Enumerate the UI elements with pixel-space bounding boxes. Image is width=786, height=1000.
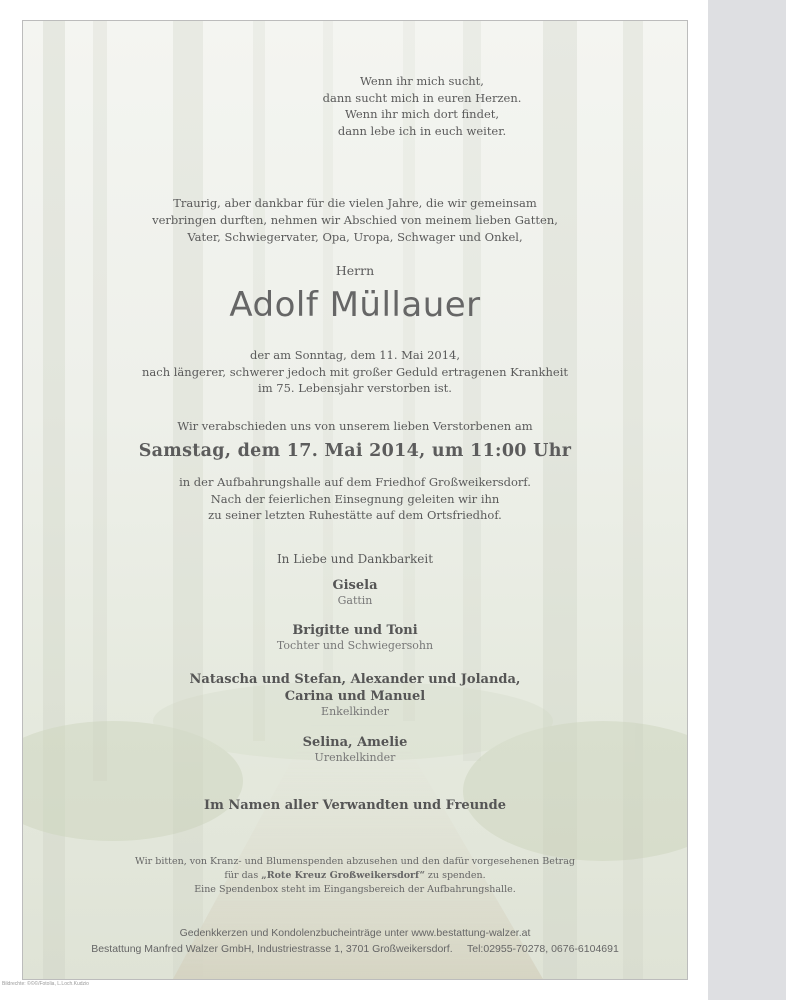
footer-website-line: Gedenkkerzen und Kondolenzbucheinträge unter www.bestattung-walzer.at xyxy=(179,927,531,939)
death-line: nach längerer, schwerer jedoch mit großer Geduld ertragenen Krankheit xyxy=(141,364,569,379)
family-role: Urenkelkinder xyxy=(314,751,396,764)
poem-line: Wenn ihr mich sucht, xyxy=(360,74,484,88)
obituary-content xyxy=(23,21,687,979)
family-names: Gisela xyxy=(332,578,378,593)
donation-line: Eine Spendenbox steht im Eingangsbereich der Aufbahrungshalle. xyxy=(194,884,516,895)
death-details xyxy=(123,347,587,397)
intro-line: Vater, Schwiegervater, Opa, Uropa, Schwager und Onkel, xyxy=(187,230,523,244)
love-text: In Liebe und Dankbarkeit xyxy=(276,552,434,566)
family-names: Carina und Manuel xyxy=(284,689,426,704)
donation-text: zu spenden. xyxy=(424,870,486,881)
family-names: Selina, Amelie xyxy=(302,735,408,750)
donation-note xyxy=(113,855,597,897)
poem-line: Wenn ihr mich dort findet, xyxy=(344,107,500,121)
intro-line: Traurig, aber dankbar für die vielen Jahre, die wir gemeinsam xyxy=(173,196,537,210)
funeral-date: Samstag, dem 17. Mai 2014, um 11:00 Uhr xyxy=(138,441,572,461)
death-line: im 75. Lebensjahr verstorben ist. xyxy=(258,381,452,395)
location-line: in der Aufbahrungshalle auf dem Friedhof Großweikersdorf. xyxy=(179,475,531,489)
family-names: Brigitte und Toni xyxy=(292,623,418,638)
poem-line: dann sucht mich in euren Herzen. xyxy=(322,90,522,105)
funeral-location xyxy=(123,474,587,524)
family-names: Natascha und Stefan, Alexander und Jolanda, xyxy=(189,672,521,687)
poem-line: dann lebe ich in euch weiter. xyxy=(337,123,507,138)
farewell-text: Wir verabschieden uns von unserem lieben Verstorbenen am xyxy=(177,419,533,433)
death-line: der am Sonntag, dem 11. Mai 2014, xyxy=(249,348,461,362)
donation-recipient: „Rote Kreuz Großweikersdorf“ xyxy=(261,870,425,881)
salutation: Herrn xyxy=(335,263,375,278)
donation-line: Wir bitten, von Kranz- und Blumenspenden abzusehen und den dafür vorgesehenen Betrag xyxy=(135,856,575,867)
deceased-name: Adolf Müllauer xyxy=(229,285,481,325)
family-role: Gattin xyxy=(337,594,373,607)
intro-text xyxy=(83,195,627,246)
donation-text: für das xyxy=(224,870,262,881)
family-group xyxy=(23,734,687,765)
family-role: Enkelkinder xyxy=(321,705,389,718)
family-group xyxy=(23,577,687,608)
location-line: Nach der feierlichen Einsegnung geleiten wir ihn xyxy=(210,491,500,506)
funeral-home-footer xyxy=(23,925,687,957)
donation-line xyxy=(113,869,597,883)
family-group xyxy=(23,671,687,719)
location-line: zu seiner letzten Ruhestätte auf dem Ortsfriedhof. xyxy=(208,508,502,522)
family-group xyxy=(23,622,687,653)
obituary-frame xyxy=(22,20,688,980)
image-credit: Bildrechte: ©©©/Fotolia, L.Loch.Kudzio xyxy=(2,981,89,987)
poem xyxy=(307,73,537,139)
footer-address-line: Bestattung Manfred Walzer GmbH, Industriestrasse 1, 3701 Großweikersdorf. Tel:02955-70278, 0676-6104691 xyxy=(91,943,619,955)
closing-text: Im Namen aller Verwandten und Freunde xyxy=(204,798,506,813)
intro-line: verbringen durften, nehmen wir Abschied von meinem lieben Gatten, xyxy=(152,213,558,227)
family-role: Tochter und Schwiegersohn xyxy=(276,639,434,652)
